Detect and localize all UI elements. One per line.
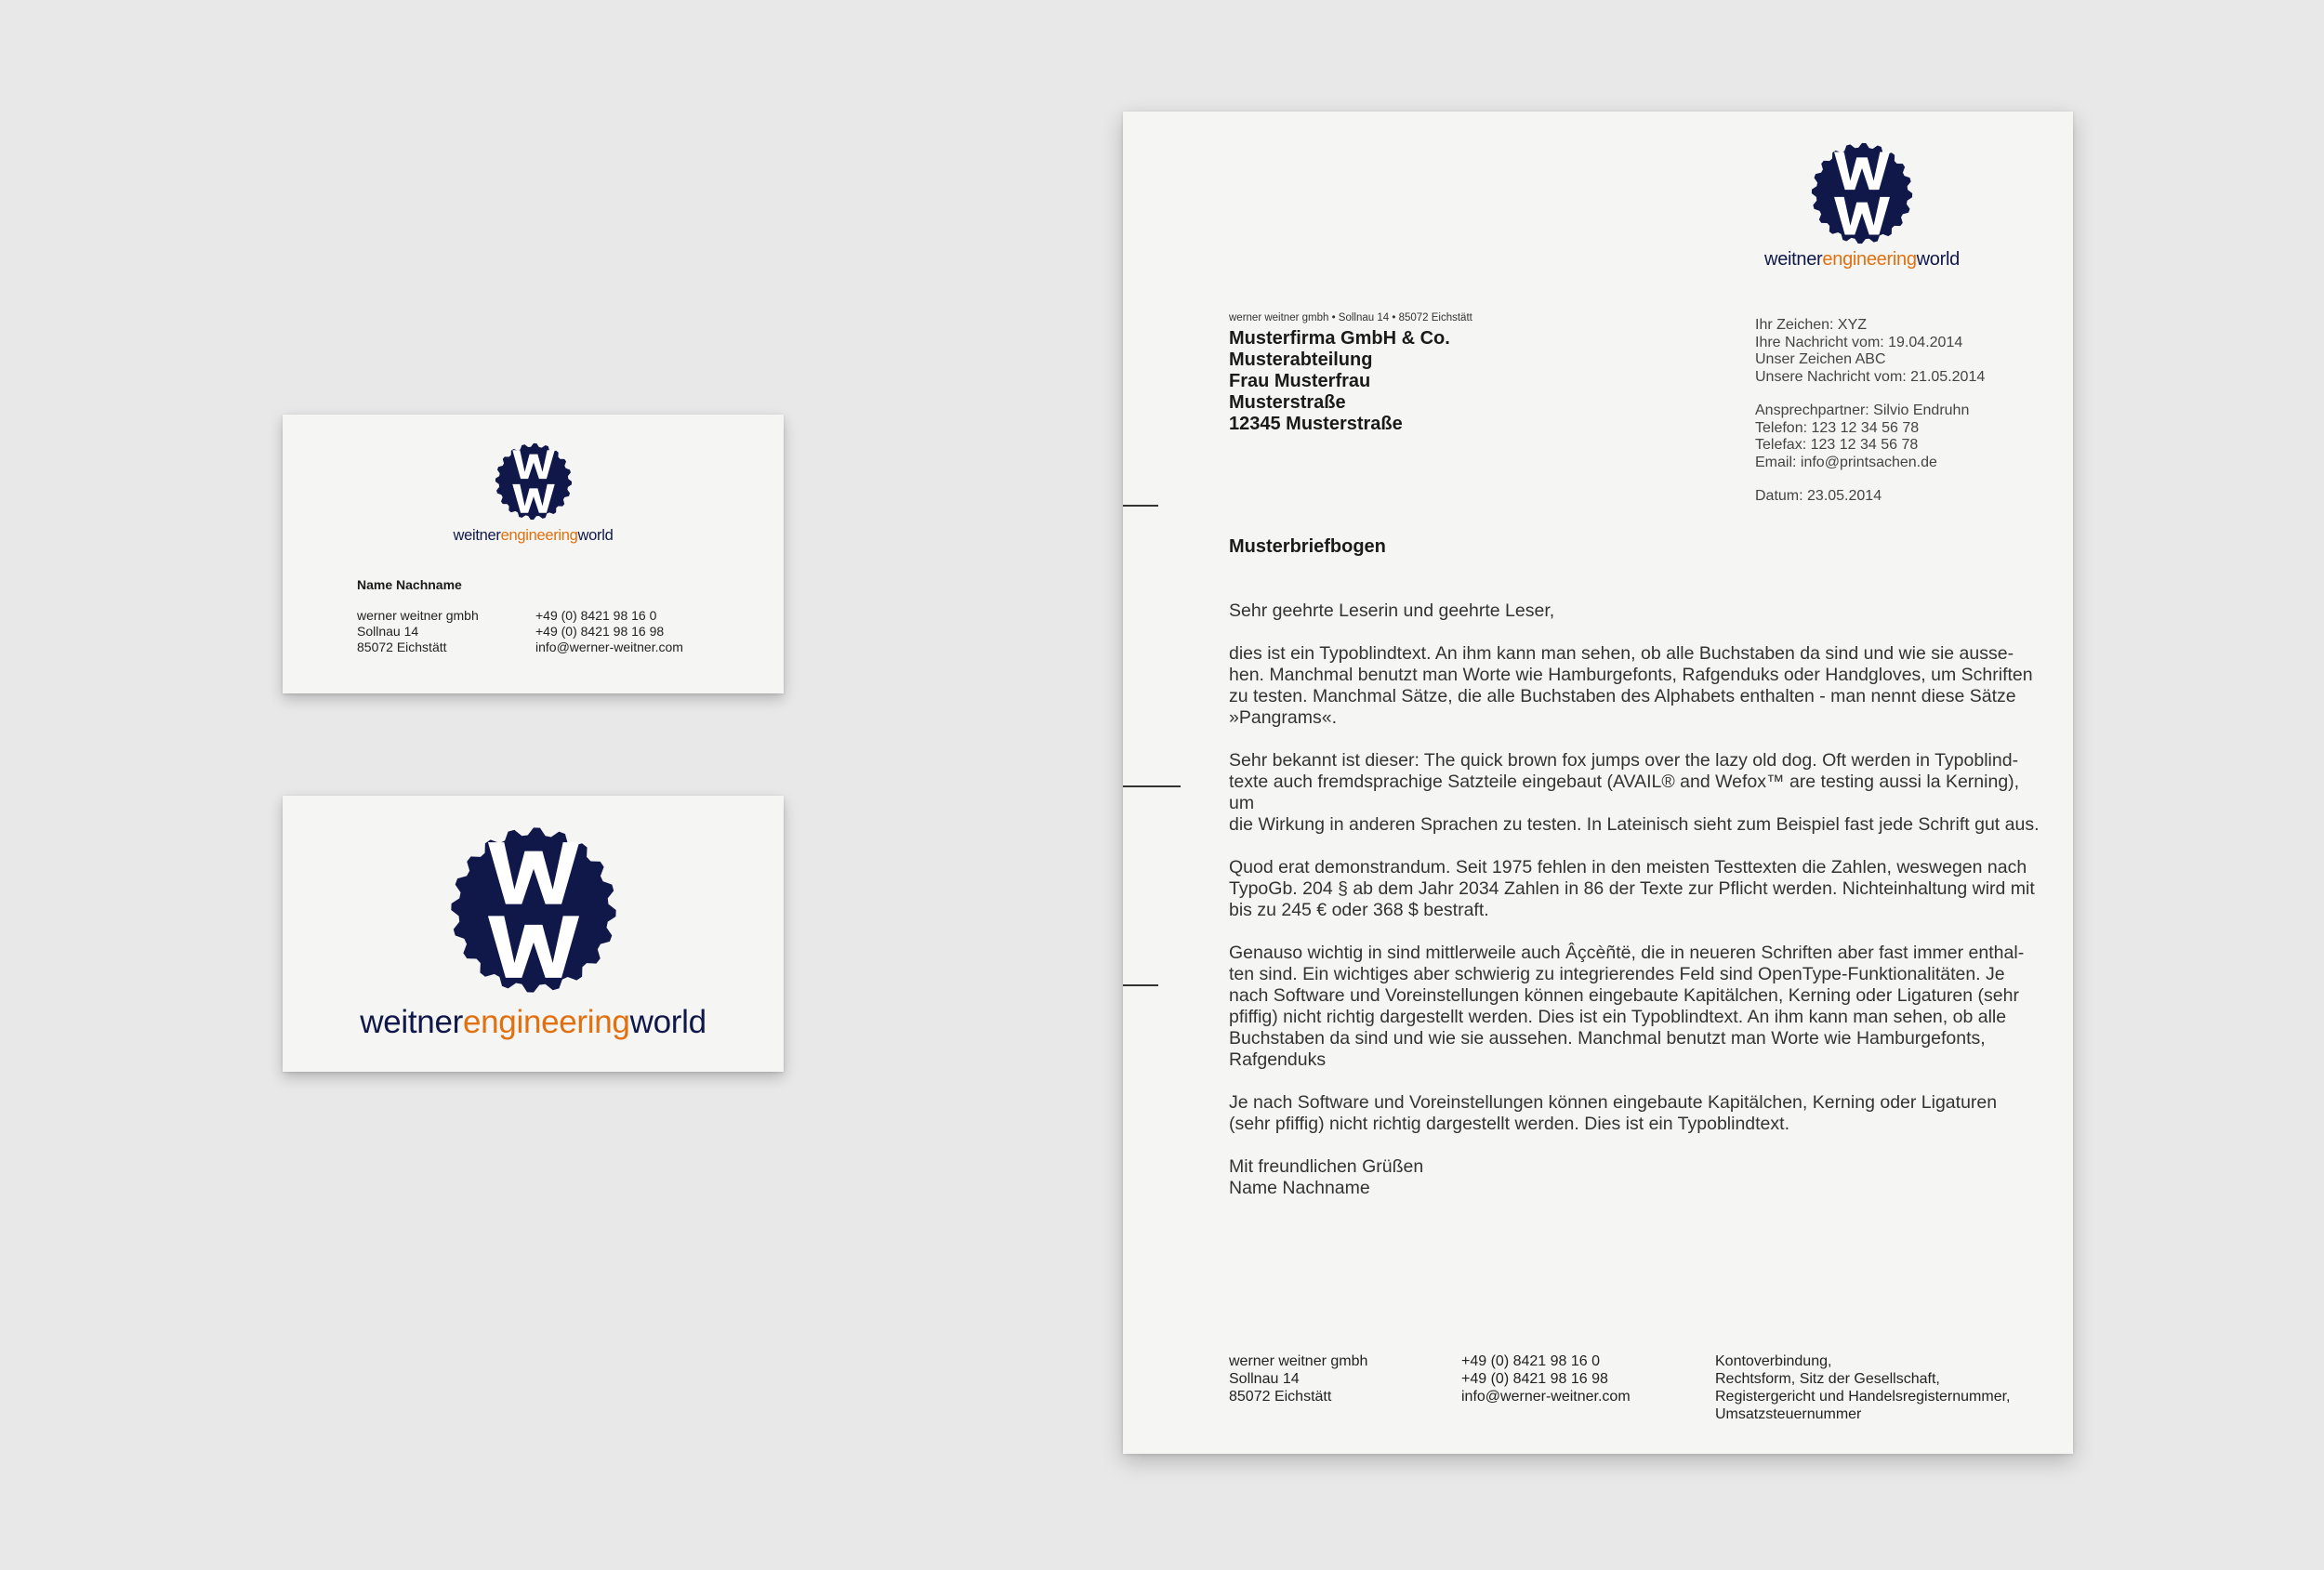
recipient-line: Musterstraße [1229, 392, 1346, 413]
reference-info [1755, 317, 1985, 506]
ww-badge-icon [493, 441, 574, 522]
ww-badge-icon [445, 822, 622, 998]
recipient-line: Musterabteilung [1229, 350, 1373, 370]
wordmark-part2: engineering [462, 1004, 630, 1040]
footer-line: Sollnau 14 [1229, 1371, 1300, 1387]
footer-line: info@werner-weitner.com [1461, 1389, 1631, 1405]
fold-mark [1123, 505, 1158, 507]
card-email: info@werner-weitner.com [535, 640, 683, 654]
body-paragraph: Je nach Software und Voreinstellungen können eingebaute Kapitälchen, Kerning oder Ligaturen (sehr pfiffig) nicht richtig dargestellt werden. Dies ist ein Typoblindtext. [1229, 1092, 1998, 1134]
footer-line: +49 (0) 8421 98 16 98 [1461, 1371, 1608, 1387]
letter-subject: Musterbriefbogen [1229, 536, 1386, 557]
info-line: Telefax: 123 12 34 56 78 [1755, 437, 1919, 453]
info-line: Ihr Zeichen: XYZ [1755, 317, 1868, 333]
body-paragraph: Sehr bekannt ist dieser: The quick brown fox jumps over the lazy old dog. Oft werden in Typoblind- texte auch fremdsprachige Satzteile eingebaut (AVAIL® and Wefox™ are testing aussi la Kerning), um die Wirkung in anderen Sprachen zu testen. In Lateinisch sieht zum Beispiel fast jede Schrift gut aus. [1229, 750, 2040, 835]
card-company: werner weitner gmbh [357, 608, 479, 623]
footer-line: Rechtsform, Sitz der Gesellschaft, [1715, 1371, 1940, 1387]
info-line: Unsere Nachricht vom: 21.05.2014 [1755, 368, 1986, 385]
footer-contact [1461, 1352, 1631, 1405]
body-paragraph: Genauso wichtig in sind mittlerweile auch Âçcèñtë, die in neueren Schriften aber fast immer enthal- ten sind. Ein wichtiges aber schwierig zu integrierendes Feld sind OpenType-Funktionalitäten. Je nach Software und Voreinstellungen können eingebaute Kapitälchen, Kerning oder Ligaturen (sehr pfiffig) nicht richtig dargestellt werden. Dies ist ein Typoblindtext. An ihm kann man sehen, ob alle Buchstaben da sind und wie sie aussehen. Manchmal benutzt man Worte wie Hamburgefonts, Rafgenduks [1229, 943, 2025, 1070]
letterhead [1123, 112, 2073, 1454]
ww-badge-icon [1808, 139, 1916, 247]
fold-mark [1123, 984, 1158, 986]
business-card-front [283, 415, 784, 693]
card-fax: +49 (0) 8421 98 16 98 [535, 624, 665, 639]
signature: Name Nachname [1229, 1178, 1370, 1198]
info-line: Ansprechpartner: Silvio Endruhn [1755, 402, 1970, 418]
recipient-line: Frau Musterfrau [1229, 371, 1371, 391]
closing: Mit freundlichen Grüßen [1229, 1156, 1424, 1177]
recipient-address [1229, 328, 1450, 435]
letter-wordmark [1753, 249, 1971, 270]
info-line: Email: info@printsachen.de [1755, 454, 1937, 470]
card-address [357, 608, 479, 655]
footer-line: Registergericht und Handelsregisternummer, [1715, 1389, 2011, 1405]
footer-address [1229, 1352, 1367, 1405]
recipient-line: Musterfirma GmbH & Co. [1229, 328, 1450, 349]
card-back-logo [445, 822, 622, 998]
business-card-back [283, 796, 784, 1072]
footer-line: Umsatzsteuernummer [1715, 1406, 1862, 1422]
wordmark-part3: world [577, 527, 614, 544]
card-back-wordmark [283, 1004, 784, 1041]
recipient-line: 12345 Musterstraße [1229, 414, 1403, 434]
card-front-logo [493, 441, 574, 522]
info-line: Telefon: 123 12 34 56 78 [1755, 419, 1920, 436]
letter-date: Datum: 23.05.2014 [1755, 488, 1882, 504]
wordmark-part2: engineering [500, 527, 578, 544]
footer-line: +49 (0) 8421 98 16 0 [1461, 1353, 1601, 1369]
footer-legal [1715, 1352, 2010, 1423]
card-name: Name Nachname [357, 577, 462, 592]
sender-line: werner weitner gmbh • Sollnau 14 • 85072 Eichstätt [1229, 312, 1472, 323]
wordmark-part1: weitner [1764, 249, 1823, 270]
footer-line: Kontoverbindung, [1715, 1353, 1832, 1369]
salutation: Sehr geehrte Leserin und geehrte Leser, [1229, 600, 1555, 621]
letter-logo [1808, 139, 1916, 247]
footer-line: werner weitner gmbh [1229, 1353, 1368, 1369]
footer-line: 85072 Eichstätt [1229, 1389, 1332, 1405]
card-front-wordmark [283, 527, 784, 545]
card-contact [535, 608, 683, 655]
wordmark-part3: world [1916, 249, 1960, 270]
card-phone: +49 (0) 8421 98 16 0 [535, 608, 657, 623]
letter-body [1229, 600, 2047, 1199]
info-line: Unser Zeichen ABC [1755, 351, 1886, 367]
body-paragraph: Quod erat demonstrandum. Seit 1975 fehlen in den meisten Testtexten die Zahlen, weswegen nach TypoGb. 204 § ab dem Jahr 2034 Zahlen in 86 der Texte zur Pflicht werden. Nichteinhaltung wird mit bis zu 245 € oder 368 $ bestraft. [1229, 857, 2035, 920]
card-street: Sollnau 14 [357, 624, 419, 639]
wordmark-part1: weitner [453, 527, 501, 544]
wordmark-part2: engineering [1822, 249, 1917, 270]
fold-mark [1123, 785, 1181, 787]
body-paragraph: dies ist ein Typoblindtext. An ihm kann man sehen, ob alle Buchstaben da sind und wie sie ausse- hen. Manchmal benutzt man Worte wie Hamburgefonts, Rafgenduks oder Handgloves, um Schriften zu testen. Manchmal Sätze, die alle Buchstaben des Alphabets enthalten - man nennt diese Sätze »Pangrams«. [1229, 643, 2033, 728]
wordmark-part3: world [629, 1004, 706, 1040]
card-city: 85072 Eichstätt [357, 640, 447, 654]
info-line: Ihre Nachricht vom: 19.04.2014 [1755, 334, 1963, 350]
wordmark-part1: weitner [360, 1004, 463, 1040]
